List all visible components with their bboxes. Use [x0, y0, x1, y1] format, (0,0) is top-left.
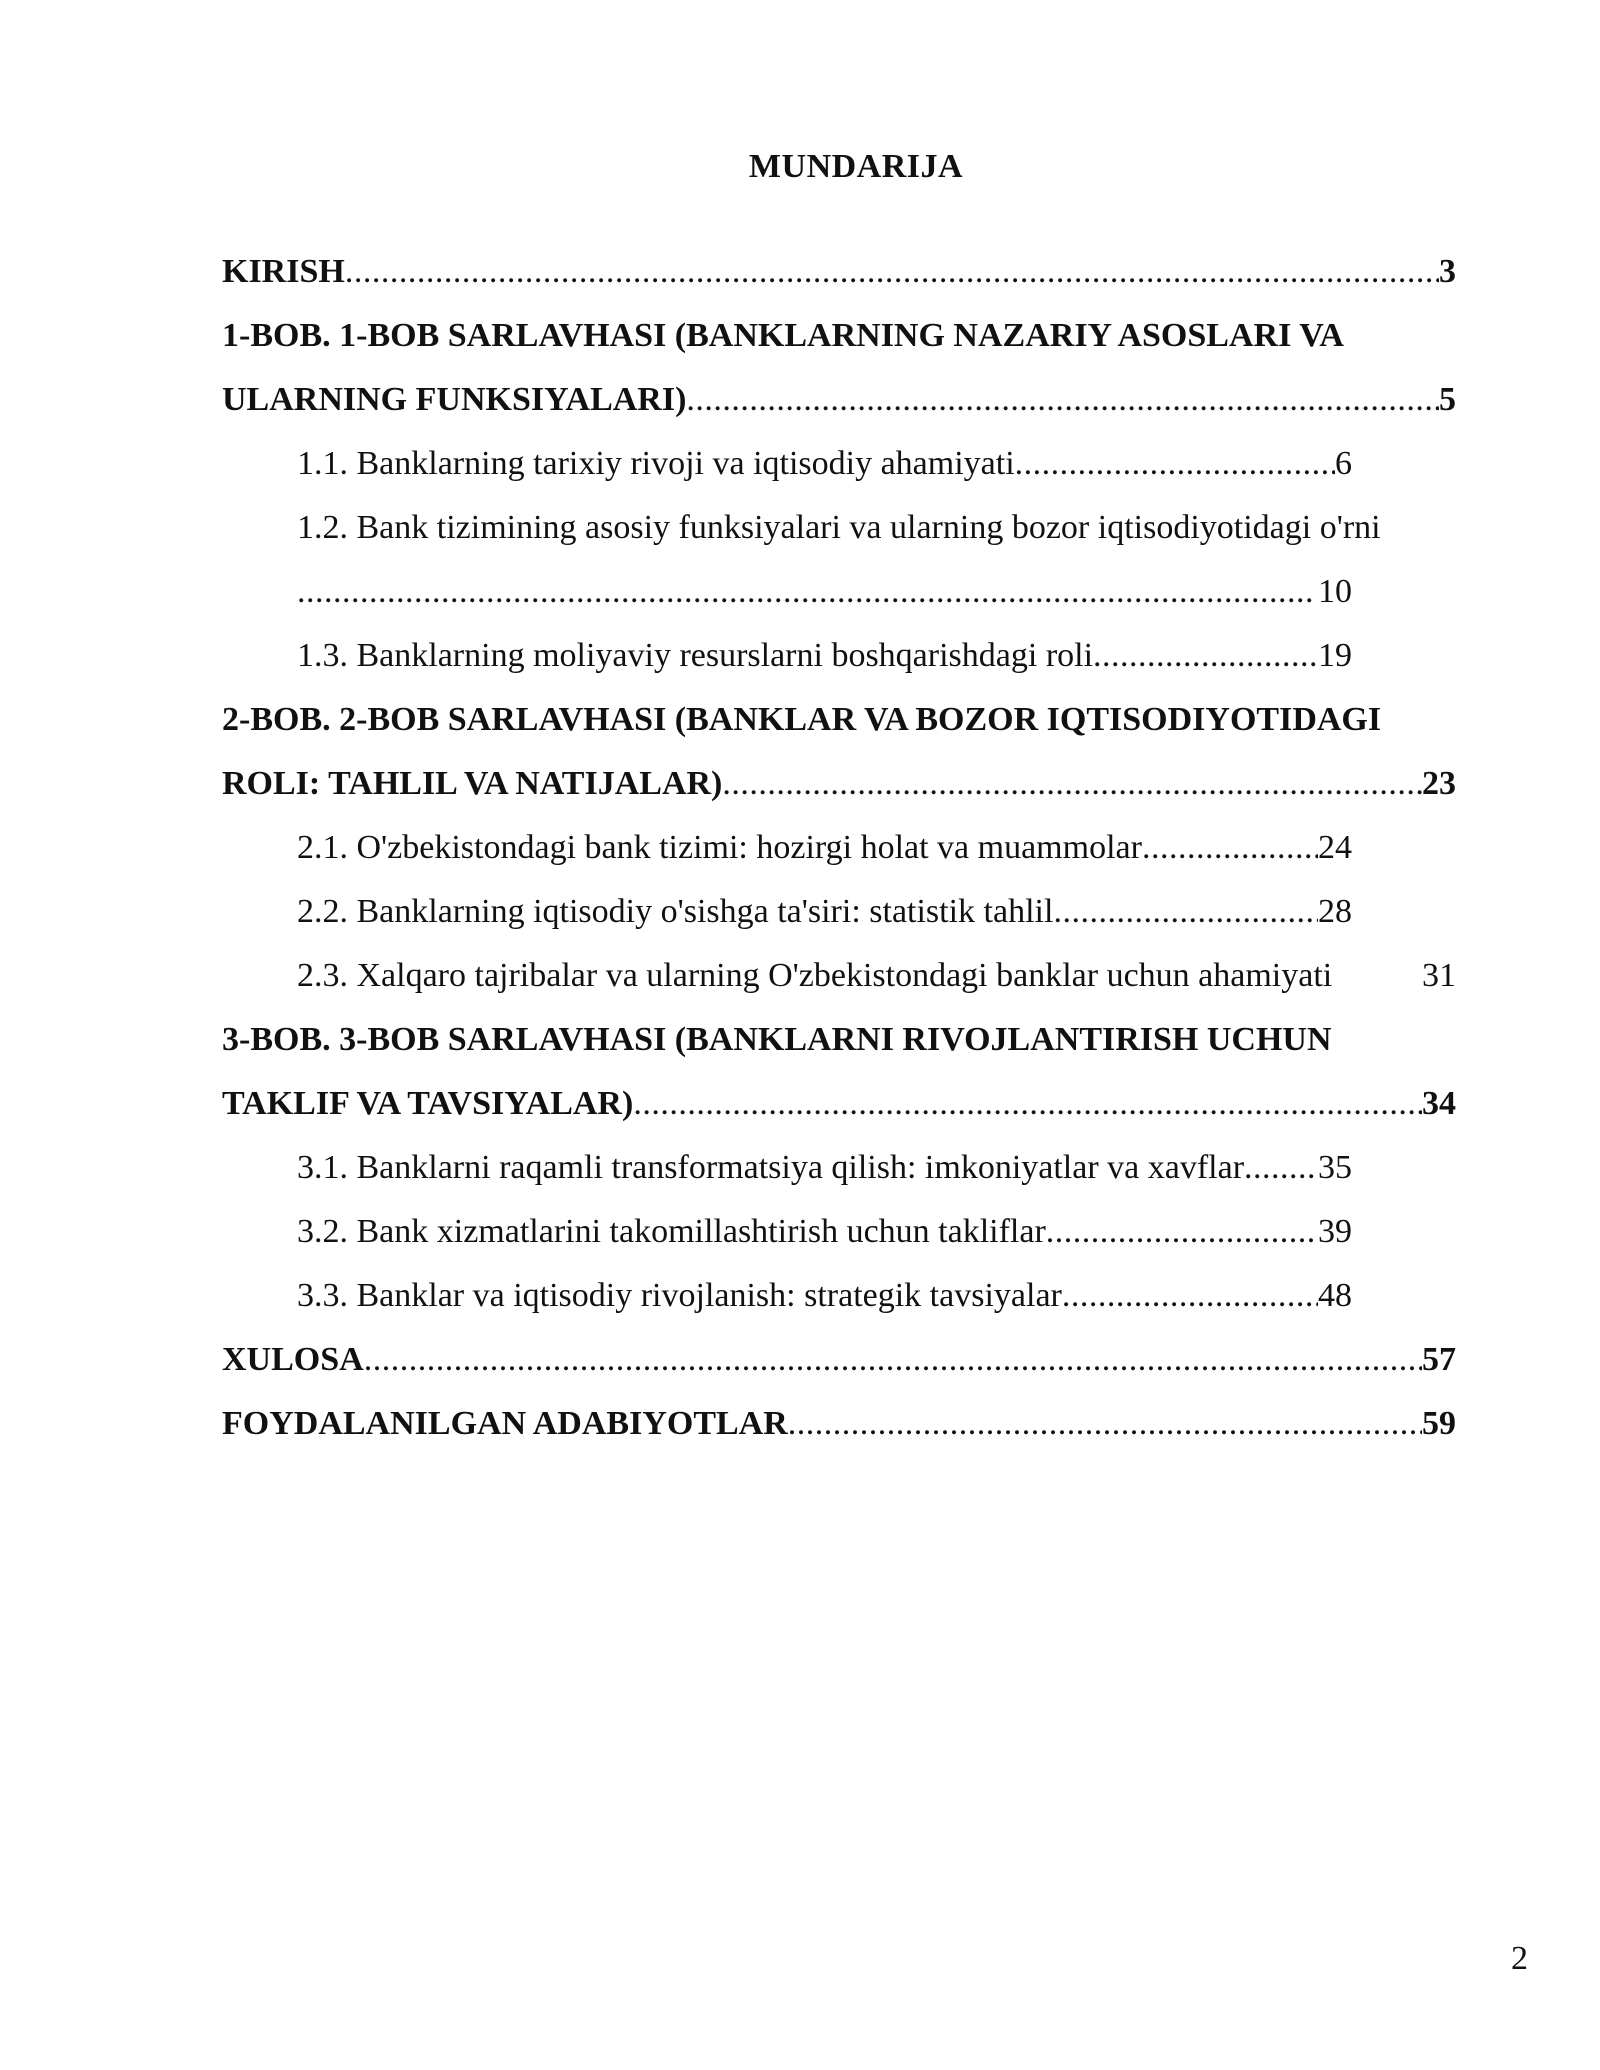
dot-leader: [297, 560, 1312, 624]
toc-entry-page: 48: [1318, 1277, 1352, 1314]
toc-entry-section-3-2[interactable]: [222, 1200, 1456, 1264]
toc-entry-section-3-3[interactable]: [222, 1264, 1456, 1328]
toc-entry-section-1-2[interactable]: [222, 496, 1456, 624]
toc-entry-page: 31: [1422, 957, 1456, 994]
toc-entry-page: 34: [1422, 1085, 1456, 1122]
toc-entry-title: 1.2. Bank tizimining asosiy funksiyalari va ularning bozor iqtisodiyotidagi o'rni: [297, 509, 1381, 546]
toc-entry-page: 24: [1318, 829, 1352, 866]
toc-entry-title-cont: ROLI: TAHLIL VA NATIJALAR): [222, 765, 723, 802]
toc-entry-title: 3-BOB. 3-BOB SARLAVHASI (BANKLARNI RIVOJLANTIRISH UCHUN: [222, 1021, 1332, 1058]
toc-entry-title: 2.2. Banklarning iqtisodiy o'sishga ta'siri: statistik tahlil: [297, 893, 1054, 930]
toc-entry-chapter-3[interactable]: [222, 1008, 1456, 1136]
dot-leader: [633, 1072, 1422, 1136]
toc-entry-title: 2.3. Xalqaro tajribalar va ularning O'zbekistondagi banklar uchun ahamiyati: [297, 957, 1333, 994]
toc-entry-title-cont: ULARNING FUNKSIYALARI): [222, 381, 687, 418]
toc-entry-title: 1-BOB. 1-BOB SARLAVHASI (BANKLARNING NAZARIY ASOSLARI VA: [222, 317, 1344, 354]
toc-entry-page: 19: [1318, 637, 1352, 674]
toc-entry-page: 59: [1422, 1405, 1456, 1442]
toc-entry-kirish[interactable]: [222, 240, 1456, 304]
toc-entry-title: 2.1. O'zbekistondagi bank tizimi: hozirgi holat va muammolar: [297, 829, 1142, 866]
dot-leader: [1015, 432, 1335, 496]
toc-entry-section-3-1[interactable]: [222, 1136, 1456, 1200]
toc-entry-page: 35: [1318, 1149, 1352, 1186]
toc-entry-title: FOYDALANILGAN ADABIYOTLAR: [222, 1405, 788, 1442]
toc-entry-page: 28: [1318, 893, 1352, 930]
toc-entry-title: KIRISH: [222, 253, 345, 290]
toc-entry-title: 1.1. Banklarning tarixiy rivoji va iqtisodiy ahamiyati: [297, 445, 1015, 482]
toc-entry-title: 3.3. Banklar va iqtisodiy rivojlanish: strategik tavsiyalar: [297, 1277, 1062, 1314]
toc-entry-title: 3.1. Banklarni raqamli transformatsiya qilish: imkoniyatlar va xavflar: [297, 1149, 1245, 1186]
toc-entry-title: 2-BOB. 2-BOB SARLAVHASI (BANKLAR VA BOZOR IQTISODIYOTIDAGI: [222, 701, 1382, 738]
toc-entry-section-2-3[interactable]: [222, 944, 1456, 1008]
table-of-contents: [222, 240, 1456, 1456]
toc-entry-title-cont: TAKLIF VA TAVSIYALAR): [222, 1085, 634, 1122]
toc-entry-chapter-1[interactable]: [222, 304, 1456, 432]
toc-entry-page: 57: [1422, 1341, 1456, 1378]
toc-entry-title: 1.3. Banklarning moliyaviy resurslarni boshqarishdagi roli: [297, 637, 1094, 674]
toc-entry-section-1-3[interactable]: [222, 624, 1456, 688]
dot-leader: [788, 1392, 1422, 1456]
toc-entry-page: 23: [1422, 765, 1456, 802]
toc-entry-xulosa[interactable]: [222, 1328, 1456, 1392]
dot-leader: [364, 1328, 1422, 1392]
dot-leader: [722, 752, 1422, 816]
dot-leader: [345, 240, 1439, 304]
toc-entry-page: 10: [1318, 573, 1352, 610]
toc-entry-page: 5: [1439, 381, 1456, 418]
dot-leader: [1046, 1200, 1318, 1264]
dot-leader: [686, 368, 1439, 432]
dot-leader: [1244, 1136, 1318, 1200]
toc-entry-page: 6: [1335, 445, 1352, 482]
toc-entry-page: 39: [1318, 1213, 1352, 1250]
toc-entry-title: XULOSA: [222, 1341, 364, 1378]
dot-leader: [1093, 624, 1318, 688]
toc-entry-chapter-2[interactable]: [222, 688, 1456, 816]
page-number: 2: [1511, 1940, 1528, 1977]
dot-leader: [1142, 816, 1318, 880]
toc-entry-bibliography[interactable]: [222, 1392, 1456, 1456]
dot-leader: [1053, 880, 1318, 944]
toc-entry-title: 3.2. Bank xizmatlarini takomillashtirish uchun takliflar: [297, 1213, 1046, 1250]
dot-leader: [1062, 1264, 1318, 1328]
page-title: MUNDARIJA: [748, 148, 964, 185]
toc-entry-section-2-1[interactable]: [222, 816, 1456, 880]
toc-entry-page: 3: [1439, 253, 1456, 290]
toc-entry-section-1-1[interactable]: [222, 432, 1456, 496]
toc-entry-section-2-2[interactable]: [222, 880, 1456, 944]
